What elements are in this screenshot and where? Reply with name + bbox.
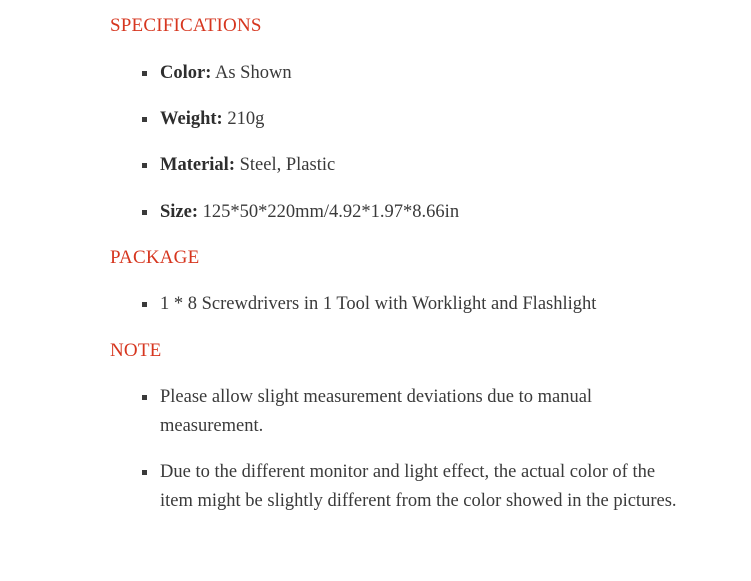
package-item xyxy=(110,290,700,319)
bullet-icon xyxy=(142,117,147,122)
spec-label: Weight: xyxy=(160,109,223,129)
spec-value: 210g xyxy=(222,109,265,129)
spec-value: 125*50*220mm/4.92*1.97*8.66in xyxy=(198,202,460,222)
note-heading: NOTE xyxy=(110,340,162,361)
bullet-icon xyxy=(142,163,147,168)
bullet-icon xyxy=(142,210,147,215)
note-item-text: Please allow slight measurement deviations due to manual measurement. xyxy=(160,387,593,436)
spec-label: Color: xyxy=(160,63,212,83)
spec-value: As Shown xyxy=(211,63,292,83)
bullet-icon xyxy=(142,302,147,307)
note-item xyxy=(110,458,680,516)
spec-label: Material: xyxy=(160,155,235,175)
spec-label: Size: xyxy=(160,202,199,222)
bullet-icon xyxy=(142,71,147,76)
spec-value: Steel, Plastic xyxy=(235,155,336,175)
spec-item-size xyxy=(110,198,700,227)
spec-item-material xyxy=(110,151,700,180)
package-heading: PACKAGE xyxy=(110,247,200,268)
package-item-text: 1 * 8 Screwdrivers in 1 Tool with Worklight and Flashlight xyxy=(160,294,597,314)
spec-item-color xyxy=(110,59,700,88)
bullet-icon xyxy=(142,395,147,400)
spec-item-weight xyxy=(110,105,700,134)
note-item xyxy=(110,383,630,441)
bullet-icon xyxy=(142,470,147,475)
specifications-heading: SPECIFICATIONS xyxy=(110,15,262,36)
note-item-text: Due to the different monitor and light effect, the actual color of the item might be slightly different from the color showed in the pictures. xyxy=(160,462,677,511)
